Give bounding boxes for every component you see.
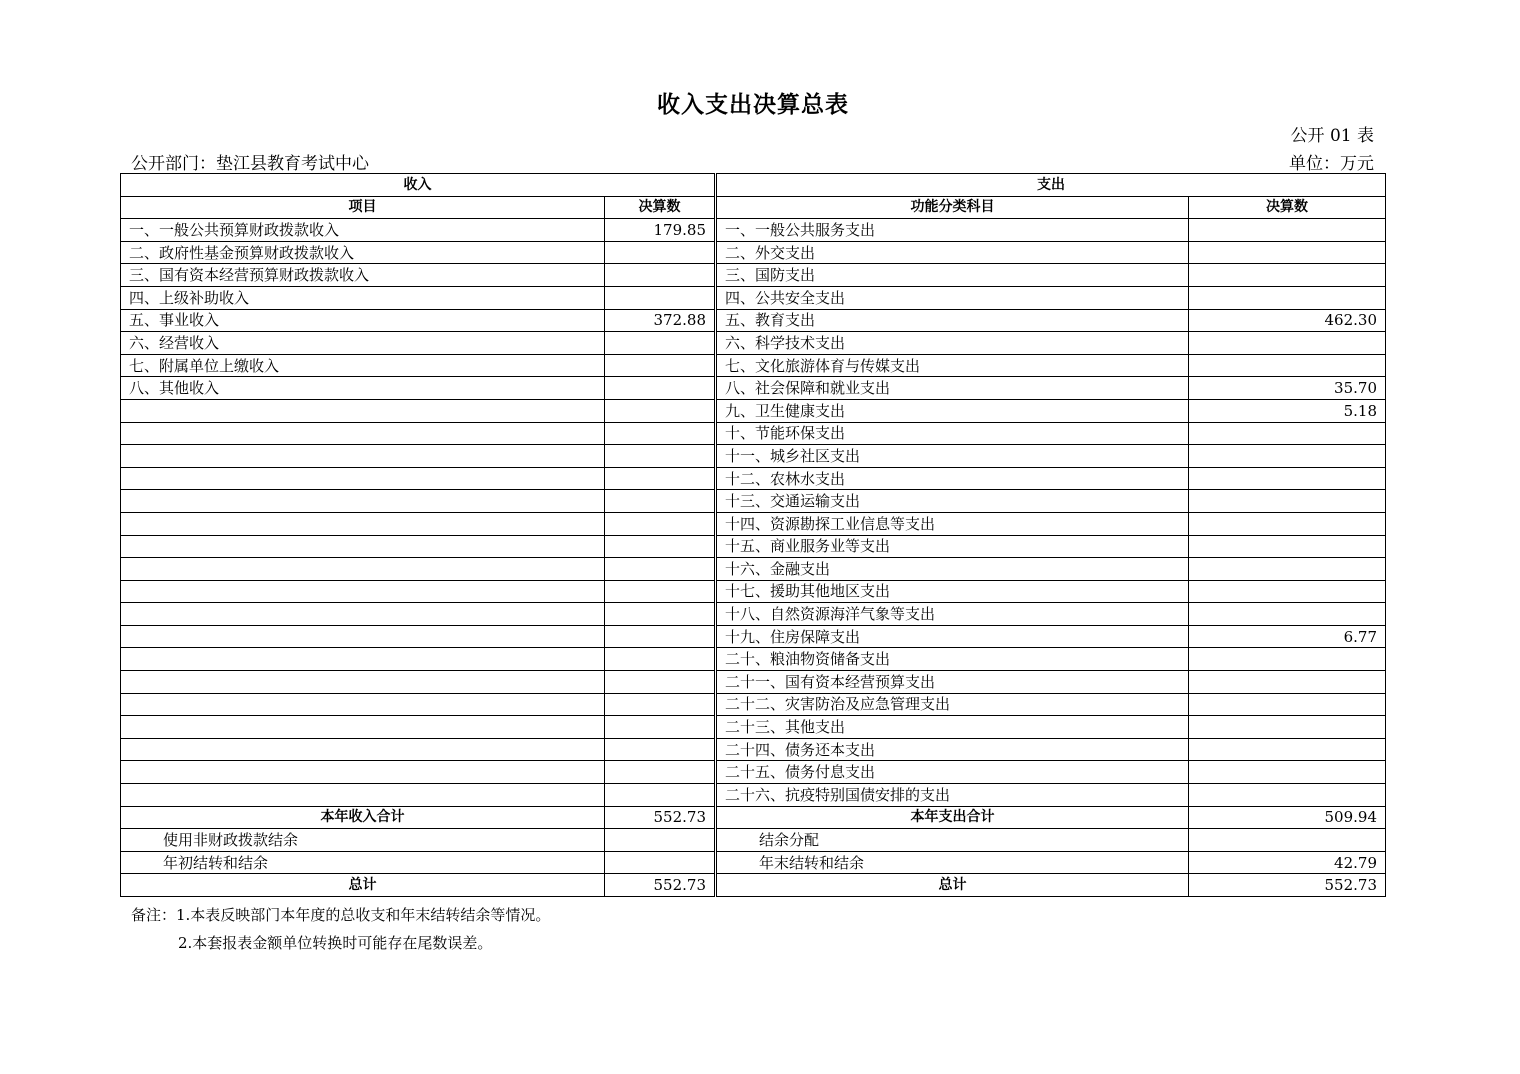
income-item — [121, 512, 605, 535]
expense-amount — [1189, 219, 1386, 242]
income-amount — [605, 558, 715, 581]
table-row — [121, 399, 1386, 422]
expense-item: 九、卫生健康支出 — [717, 399, 1189, 422]
income-item — [121, 671, 605, 694]
expense-amount — [1189, 829, 1386, 852]
expense-item: 二十二、灾害防治及应急管理支出 — [717, 693, 1189, 716]
income-amount — [605, 851, 715, 874]
income-item: 八、其他收入 — [121, 377, 605, 400]
table-row — [121, 851, 1386, 874]
income-amount — [605, 716, 715, 739]
income-amount — [605, 286, 715, 309]
table-row — [121, 286, 1386, 309]
expense-total: 552.73 — [1189, 874, 1386, 897]
expense-amount — [1189, 490, 1386, 513]
expense-amount: 6.77 — [1189, 625, 1386, 648]
income-item — [121, 490, 605, 513]
expense-item: 五、教育支出 — [717, 309, 1189, 332]
income-amount — [605, 693, 715, 716]
expense-item: 二十四、债务还本支出 — [717, 738, 1189, 761]
expense-amount — [1189, 603, 1386, 626]
table-row — [121, 738, 1386, 761]
income-item — [121, 648, 605, 671]
income-header: 收入 — [121, 174, 715, 197]
income-item — [121, 580, 605, 603]
expense-item: 一、一般公共服务支出 — [717, 219, 1189, 242]
expense-amount — [1189, 512, 1386, 535]
income-item: 年初结转和结余 — [121, 851, 605, 874]
expense-amount — [1189, 535, 1386, 558]
income-amount — [605, 671, 715, 694]
income-item: 七、附属单位上缴收入 — [121, 354, 605, 377]
expense-amount — [1189, 761, 1386, 784]
table-row — [121, 445, 1386, 468]
expense-amount — [1189, 422, 1386, 445]
table-row — [121, 309, 1386, 332]
form-number: 公开 01 表 — [1290, 126, 1374, 146]
page-title: 收入支出决算总表 — [657, 92, 849, 118]
income-item: 三、国有资本经营预算财政拨款收入 — [121, 264, 605, 287]
department-label: 公开部门：垫江县教育考试中心 — [131, 154, 369, 174]
expense-item: 十四、资源勘探工业信息等支出 — [717, 512, 1189, 535]
expense-amount: 35.70 — [1189, 377, 1386, 400]
income-amount — [605, 445, 715, 468]
income-amount — [605, 422, 715, 445]
income-amount — [605, 738, 715, 761]
expense-item: 十七、援助其他地区支出 — [717, 580, 1189, 603]
table-row — [121, 219, 1386, 242]
budget-table — [120, 173, 1386, 897]
income-item — [121, 625, 605, 648]
expense-item: 十三、交通运输支出 — [717, 490, 1189, 513]
expense-amount — [1189, 558, 1386, 581]
expense-item: 年末结转和结余 — [717, 851, 1189, 874]
table-row — [121, 241, 1386, 264]
expense-item: 二十三、其他支出 — [717, 716, 1189, 739]
expense-amount — [1189, 671, 1386, 694]
income-item — [121, 603, 605, 626]
col-amount-header: 决算数 — [605, 196, 715, 219]
expense-item: 六、科学技术支出 — [717, 332, 1189, 355]
income-item — [121, 535, 605, 558]
income-amount — [605, 535, 715, 558]
col-amount2-header: 决算数 — [1189, 196, 1386, 219]
expense-amount — [1189, 332, 1386, 355]
income-item — [121, 784, 605, 807]
table-row — [121, 625, 1386, 648]
income-subtotal: 552.73 — [605, 806, 715, 829]
expense-header: 支出 — [717, 174, 1386, 197]
table-row — [121, 377, 1386, 400]
unit-label: 单位：万元 — [1289, 154, 1374, 174]
table-row — [121, 558, 1386, 581]
table-row — [121, 603, 1386, 626]
table-row — [121, 829, 1386, 852]
expense-item: 十六、金融支出 — [717, 558, 1189, 581]
expense-item: 三、国防支出 — [717, 264, 1189, 287]
income-item: 二、政府性基金预算财政拨款收入 — [121, 241, 605, 264]
section-header-row — [121, 174, 1386, 197]
expense-amount — [1189, 264, 1386, 287]
income-item — [121, 716, 605, 739]
expense-item: 七、文化旅游体育与传媒支出 — [717, 354, 1189, 377]
income-total: 552.73 — [605, 874, 715, 897]
income-item: 六、经营收入 — [121, 332, 605, 355]
expense-amount: 5.18 — [1189, 399, 1386, 422]
expense-item: 十五、商业服务业等支出 — [717, 535, 1189, 558]
expense-subtotal: 509.94 — [1189, 806, 1386, 829]
income-item — [121, 738, 605, 761]
income-item — [121, 558, 605, 581]
income-item: 一、一般公共预算财政拨款收入 — [121, 219, 605, 242]
notes — [131, 901, 550, 957]
income-amount — [605, 241, 715, 264]
income-amount — [605, 648, 715, 671]
expense-item: 二十六、抗疫特别国债安排的支出 — [717, 784, 1189, 807]
income-amount — [605, 467, 715, 490]
table-row — [121, 761, 1386, 784]
expense-amount — [1189, 445, 1386, 468]
expense-item: 十二、农林水支出 — [717, 467, 1189, 490]
income-amount: 372.88 — [605, 309, 715, 332]
table-row — [121, 490, 1386, 513]
income-amount — [605, 490, 715, 513]
expense-amount — [1189, 648, 1386, 671]
income-item: 四、上级补助收入 — [121, 286, 605, 309]
expense-amount — [1189, 241, 1386, 264]
income-item — [121, 445, 605, 468]
table-body — [121, 174, 1386, 897]
col-item-header: 项目 — [121, 196, 605, 219]
expense-item: 八、社会保障和就业支出 — [717, 377, 1189, 400]
expense-item: 二十、粮油物资储备支出 — [717, 648, 1189, 671]
expense-item: 二十一、国有资本经营预算支出 — [717, 671, 1189, 694]
expense-amount: 42.79 — [1189, 851, 1386, 874]
income-amount — [605, 829, 715, 852]
table-row — [121, 422, 1386, 445]
income-amount — [605, 264, 715, 287]
income-amount — [605, 354, 715, 377]
expense-subtotal-label: 本年支出合计 — [717, 806, 1189, 829]
expense-item: 十、节能环保支出 — [717, 422, 1189, 445]
expense-amount — [1189, 580, 1386, 603]
expense-amount — [1189, 693, 1386, 716]
table-row — [121, 716, 1386, 739]
expense-amount — [1189, 716, 1386, 739]
table-row — [121, 354, 1386, 377]
income-amount — [605, 761, 715, 784]
expense-item: 十九、住房保障支出 — [717, 625, 1189, 648]
total-row — [121, 874, 1386, 897]
income-amount — [605, 625, 715, 648]
income-item: 五、事业收入 — [121, 309, 605, 332]
income-amount — [605, 399, 715, 422]
note-1: 备注：1.本表反映部门本年度的总收支和年末结转结余等情况。 — [131, 906, 551, 924]
income-item — [121, 693, 605, 716]
income-amount — [605, 603, 715, 626]
expense-amount — [1189, 286, 1386, 309]
expense-item: 十八、自然资源海洋气象等支出 — [717, 603, 1189, 626]
note-2: 2.本套报表金额单位转换时可能存在尾数误差。 — [178, 934, 493, 952]
income-item: 使用非财政拨款结余 — [121, 829, 605, 852]
income-amount — [605, 332, 715, 355]
table-row — [121, 512, 1386, 535]
expense-item: 四、公共安全支出 — [717, 286, 1189, 309]
expense-amount — [1189, 784, 1386, 807]
expense-item: 二十五、债务付息支出 — [717, 761, 1189, 784]
table-row — [121, 264, 1386, 287]
expense-item: 十一、城乡社区支出 — [717, 445, 1189, 468]
income-item — [121, 399, 605, 422]
income-amount — [605, 580, 715, 603]
expense-amount — [1189, 738, 1386, 761]
expense-item: 结余分配 — [717, 829, 1189, 852]
table-row — [121, 648, 1386, 671]
table-row — [121, 467, 1386, 490]
income-total-label: 总计 — [121, 874, 605, 897]
column-header-row — [121, 196, 1386, 219]
table-row — [121, 693, 1386, 716]
expense-amount: 462.30 — [1189, 309, 1386, 332]
income-amount: 179.85 — [605, 219, 715, 242]
table-row — [121, 784, 1386, 807]
table-row — [121, 535, 1386, 558]
income-amount — [605, 377, 715, 400]
table-row — [121, 580, 1386, 603]
subtotal-row — [121, 806, 1386, 829]
income-amount — [605, 512, 715, 535]
income-item — [121, 761, 605, 784]
expense-item: 二、外交支出 — [717, 241, 1189, 264]
expense-total-label: 总计 — [717, 874, 1189, 897]
col-func-header: 功能分类科目 — [717, 196, 1189, 219]
expense-amount — [1189, 467, 1386, 490]
income-subtotal-label: 本年收入合计 — [121, 806, 605, 829]
income-item — [121, 467, 605, 490]
income-amount — [605, 784, 715, 807]
table-row — [121, 671, 1386, 694]
income-item — [121, 422, 605, 445]
expense-amount — [1189, 354, 1386, 377]
table-row — [121, 332, 1386, 355]
